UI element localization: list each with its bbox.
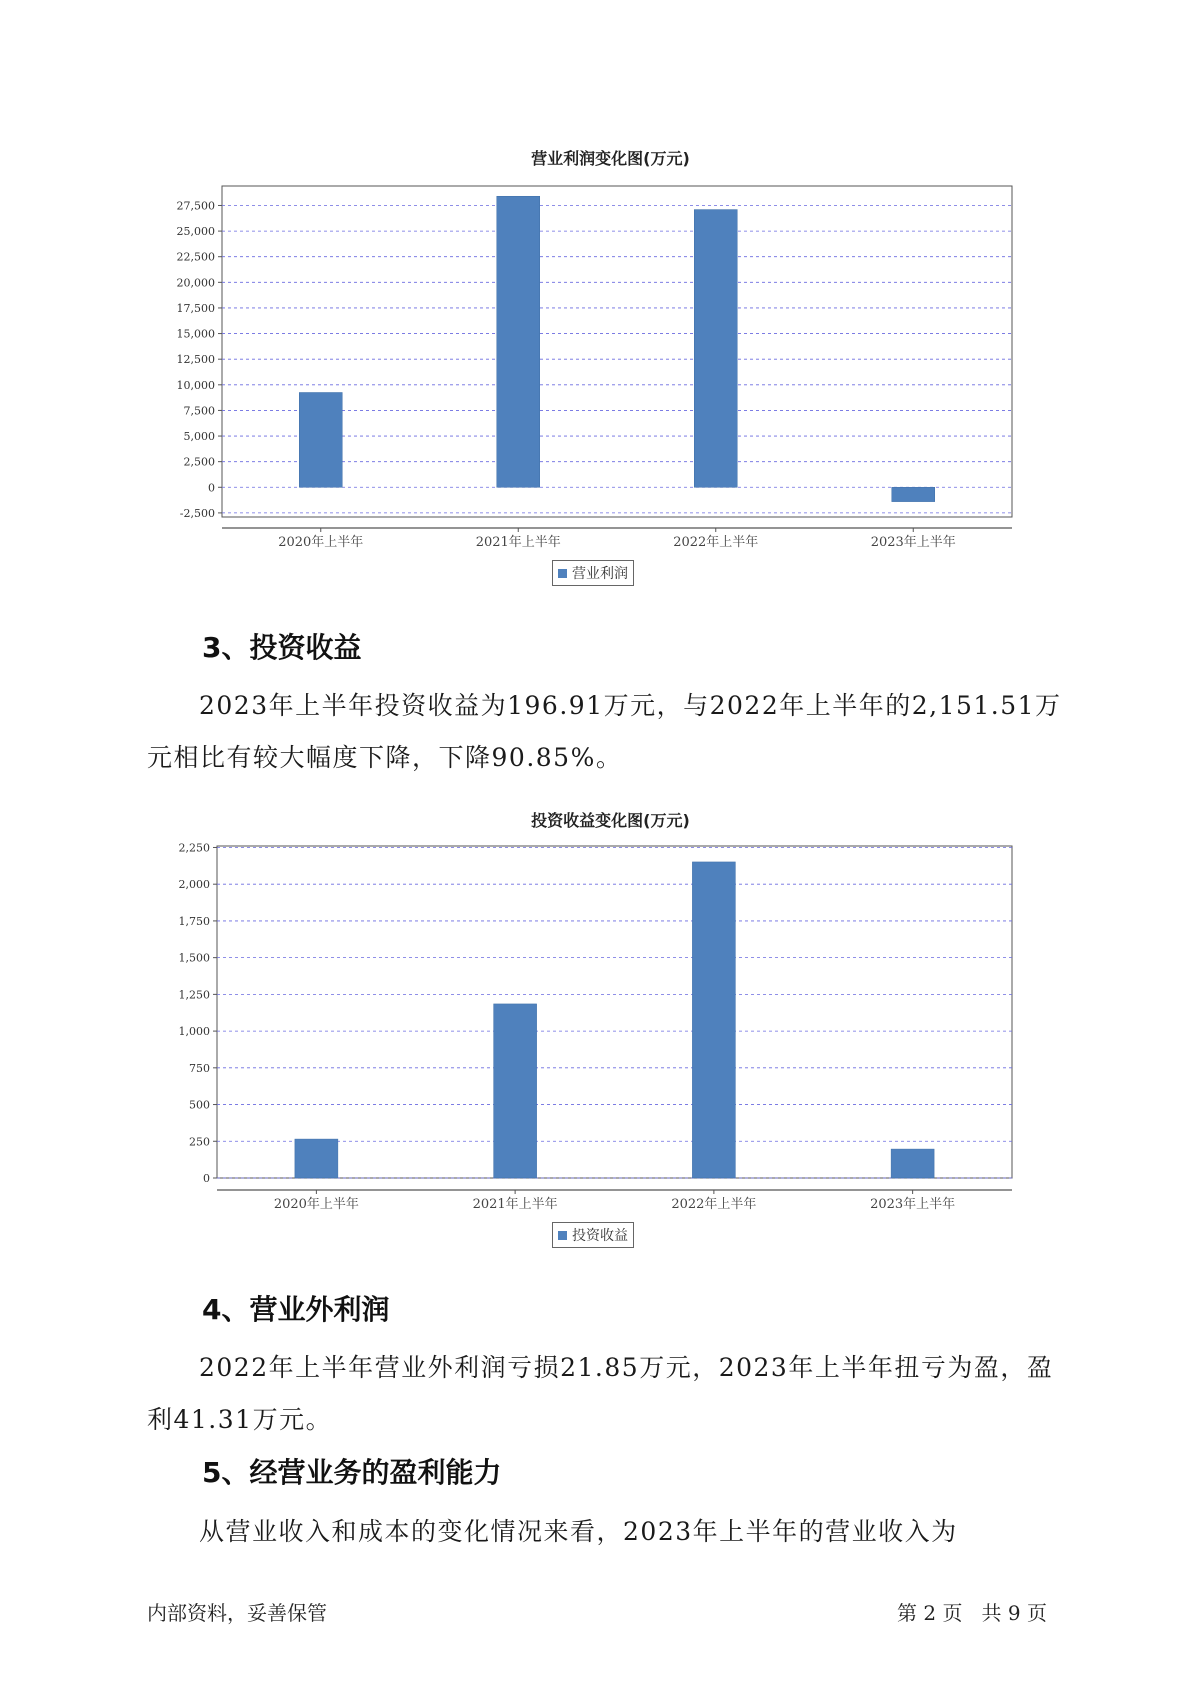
paragraph-line: 从营业收入和成本的变化情况来看，2023年上半年的营业收入为	[199, 1517, 958, 1546]
y-tick-label: 1,250	[178, 988, 210, 1002]
bar	[295, 1139, 338, 1178]
x-tick-label: 2022年上半年	[673, 535, 759, 550]
paragraph-line: 2022年上半年营业外利润亏损21.85万元，2023年上半年扭亏为盈，盈	[199, 1353, 1054, 1382]
chart-title: 投资收益变化图(万元)	[531, 811, 690, 830]
y-tick-label: 2,500	[183, 455, 215, 469]
section-heading: 4、营业外利润	[202, 1293, 390, 1326]
x-tick-label: 2020年上半年	[273, 1197, 359, 1212]
y-tick-label: 0	[208, 481, 215, 495]
y-tick-label: 12,500	[176, 353, 215, 367]
bar	[891, 1149, 934, 1178]
bar	[692, 862, 735, 1178]
footer-page-number: 第 2 页 共 9 页	[897, 1601, 1047, 1625]
y-tick-label: 15,000	[176, 327, 215, 341]
y-tick-label: 10,000	[176, 378, 215, 392]
paragraph-line: 2023年上半年投资收益为196.91万元，与2022年上半年的2,151.51万	[199, 691, 1062, 720]
y-tick-label: 2,000	[178, 878, 210, 892]
y-tick-label: 7,500	[183, 404, 215, 418]
plot-area	[217, 846, 1012, 1178]
legend-swatch	[558, 1231, 567, 1240]
paragraph-line: 元相比有较大幅度下降，下降90.85%。	[147, 743, 623, 772]
section-paragraph	[147, 1342, 1067, 1446]
bar	[494, 1004, 537, 1178]
x-tick-label: 2023年上半年	[870, 535, 956, 550]
y-tick-label: 17,500	[176, 301, 215, 315]
y-tick-label: 0	[203, 1172, 210, 1185]
chart-legend	[552, 1222, 634, 1248]
footer-confidential: 内部资料，妥善保管	[147, 1601, 327, 1625]
y-tick-label: 5,000	[183, 430, 215, 444]
legend-label: 投资收益	[572, 1228, 628, 1244]
y-tick-label: -2,500	[179, 506, 215, 520]
x-tick-label: 2021年上半年	[472, 1197, 558, 1212]
chart-title: 营业利润变化图(万元)	[531, 149, 690, 168]
section-paragraph	[147, 1506, 1067, 1558]
y-tick-label: 20,000	[176, 276, 215, 290]
y-tick-label: 250	[189, 1135, 210, 1149]
y-tick-label: 1,500	[178, 951, 210, 965]
paragraph-line: 利41.31万元。	[147, 1405, 333, 1434]
x-tick-label: 2022年上半年	[671, 1197, 757, 1212]
x-tick-label: 2020年上半年	[278, 535, 364, 550]
y-tick-label: 25,000	[176, 225, 215, 239]
y-tick-label: 1,750	[178, 914, 210, 928]
y-tick-label: 22,500	[176, 250, 215, 264]
y-tick-label: 1,000	[178, 1025, 210, 1039]
x-tick-label: 2021年上半年	[475, 535, 561, 550]
section-heading: 5、经营业务的盈利能力	[202, 1456, 502, 1489]
x-tick-label: 2023年上半年	[870, 1197, 956, 1212]
section-heading: 3、投资收益	[202, 631, 362, 664]
y-tick-label: 2,250	[178, 841, 210, 855]
y-tick-label: 27,500	[176, 199, 215, 213]
legend-label: 营业利润	[572, 566, 628, 582]
y-tick-label: 500	[189, 1098, 210, 1112]
y-tick-label: 750	[189, 1061, 210, 1075]
